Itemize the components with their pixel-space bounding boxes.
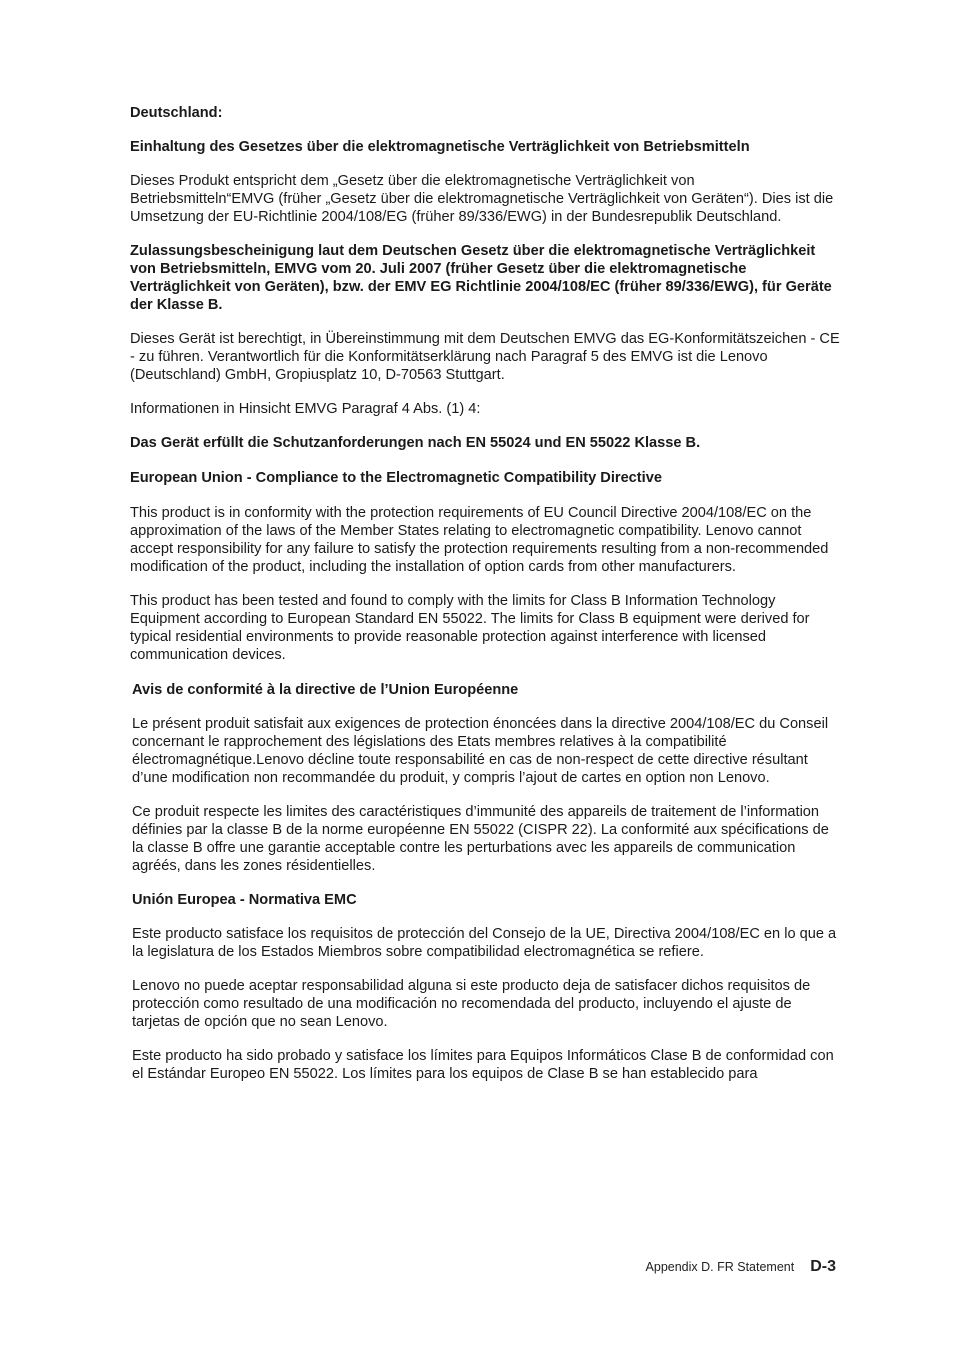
heading-deutschland: Deutschland: [130, 105, 223, 121]
paragraph-emvg-info: Informationen in Hinsicht EMVG Paragraf 4 Abs. (1) 4: [130, 401, 481, 417]
document-body [130, 104, 840, 1083]
heading-eu-compliance: European Union - Compliance to the Electromagnetic Compatibility Directive [130, 470, 662, 486]
paragraph-class-b-tested: This product has been tested and found to comply with the limits for Class B Information Technology Equipment according to European Standard EN 55022. The limits for Class B equipment were derived for typical residential environments to provide reasonable protection against interference with licensed communication devices. [130, 593, 810, 663]
heading-emvg-compliance: Einhaltung des Gesetzes über die elektromagnetische Verträglichkeit von Betriebsmitteln [130, 139, 750, 155]
page-footer [646, 1258, 836, 1276]
page-number: D-3 [810, 1258, 836, 1275]
heading-schutzanforderungen: Das Gerät erfüllt die Schutzanforderungen nach EN 55024 und EN 55022 Klasse B. [130, 435, 701, 451]
paragraph-fr-limites: Ce produit respecte les limites des caractéristiques d’immunité des appareils de traitement de l’information définies par la classe B de la norme européenne EN 55022 (CISPR 22). La conformité aux spécifications de la classe B offre une garantie acceptable contre les perturbations avec les appareils de communication agréés, dans les zones résidentielles. [132, 804, 829, 874]
paragraph-es-responsabilidad: Lenovo no puede aceptar responsabilidad alguna si este producto deja de satisfacer dichos requisitos de protección como resultado de una modificación no recomendada del producto, incluyendo el ajuste de tarjetas de opción que no sean Lenovo. [132, 978, 811, 1030]
paragraph-fr-conformite: Le présent produit satisfait aux exigences de protection énoncées dans la directive 2004/108/EC du Conseil concernant le rapprochement des législations des Etats membres relatives à la compatibilité électromagnétique.Lenovo décline toute responsabilité en cas de non-respect de cette directive résultant d’une modification non recommandée du produit, y compris l’ajout de cartes en option non Lenovo. [132, 716, 829, 786]
paragraph-eu-conformity: This product is in conformity with the protection requirements of EU Council Directive 2004/108/EC on the approximation of the laws of the Member States relating to electromagnetic compatibility. Lenovo cannot accept responsibility for any failure to satisfy the protection requirements resulting from a non-recommended modification of the product, including the installation of option cards from other manufacturers. [130, 505, 829, 575]
heading-avis-conformite: Avis de conformité à la directive de l’Union Européenne [132, 682, 519, 698]
heading-zulassungsbescheinigung: Zulassungsbescheinigung laut dem Deutschen Gesetz über die elektromagnetische Verträglichkeit von Betriebsmitteln, EMVG vom 20. Juli 2007 (früher Gesetz über die elektromagnetische Verträglichkeit von Geräten), bzw. der EMV EG Richtlinie 2004/108/EC (früher 89/336/EWG), für Geräte der Klasse B. [130, 243, 832, 313]
paragraph-es-requisitos: Este producto satisface los requisitos de protección del Consejo de la UE, Directiva 2004/108/EC en lo que a la legislatura de los Estados Miembros sobre compatibilidad electromagnética se refiere. [132, 926, 837, 960]
footer-label: Appendix D. FR Statement [645, 1260, 795, 1274]
paragraph-ce-marking: Dieses Gerät ist berechtigt, in Übereinstimmung mit dem Deutschen EMVG das EG-Konformitätszeichen - CE - zu führen. Verantwortlich für die Konformitätserklärung nach Paragraf 5 des EMVG ist die Lenovo (Deutschland) GmbH, Gropiusplatz 10, D-70563 Stuttgart. [130, 331, 840, 383]
paragraph-emvg-product: Dieses Produkt entspricht dem „Gesetz über die elektromagnetische Verträglichkeit von Betriebsmitteln“EMVG (früher „Gesetz über die elektromagnetische Verträglichkeit von Geräten“). Dies ist die Umsetzung der EU-Richtlinie 2004/108/EG (früher 89/336/EWG) in der Bundesrepublik Deutschland. [130, 173, 834, 225]
heading-union-europea: Unión Europea - Normativa EMC [132, 892, 357, 908]
paragraph-es-limites: Este producto ha sido probado y satisface los límites para Equipos Informáticos Clase B de conformidad con el Estándar Europeo EN 55022. Los límites para los equipos de Clase B se han establecido para [132, 1048, 834, 1082]
